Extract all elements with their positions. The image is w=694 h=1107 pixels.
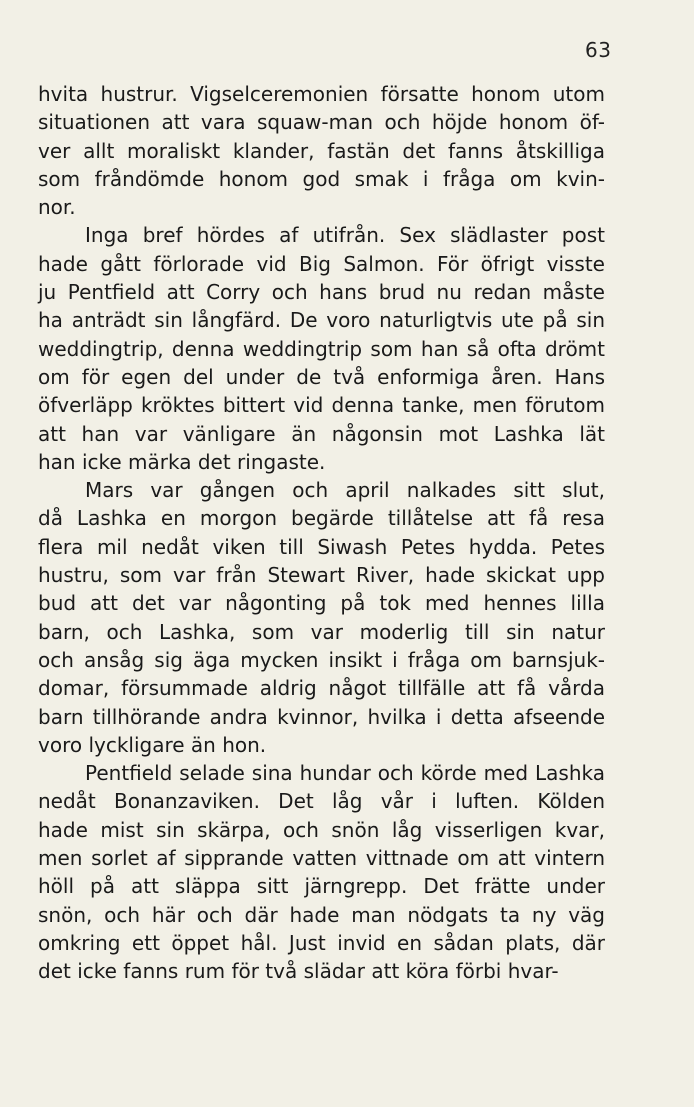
text-line: Inga bref hördes af utifrån. Sex slädlaster post (85, 223, 605, 248)
paragraph (38, 221, 605, 476)
text-line: barn, och Lashka, som var moderlig till sin natur (38, 619, 605, 644)
text-line: höll på att släppa sitt järngrepp. Det frätte under (38, 874, 605, 899)
text-line: ha anträdt sin långfärd. De voro naturligtvis ute på sin (38, 308, 605, 333)
text-line: att han var vänligare än någonsin mot Lashka lät (38, 421, 605, 446)
text-line: voro lyckligare än hon. (38, 732, 267, 757)
text-line: omkring ett öppet hål. Just invid en sådan plats, där (38, 930, 605, 955)
text-line: öfverläpp kröktes bittert vid denna tanke, men förutom (38, 393, 605, 418)
text-line: domar, försummade aldrig något tillfälle att få vårda (38, 676, 605, 701)
paragraph (38, 80, 605, 221)
text-line: Mars var gången och april nalkades sitt slut, (85, 478, 605, 503)
text-line: weddingtrip, denna weddingtrip som han så ofta drömt (38, 336, 605, 361)
text-line: och ansåg sig äga mycken insikt i fråga om barnsjuk- (38, 647, 605, 672)
text-line: det icke fanns rum för två slädar att köra förbi hvar- (38, 959, 559, 984)
text-line: barn tillhörande andra kvinnor, hvilka i detta afseende (38, 704, 605, 729)
text-line: flera mil nedåt viken till Siwash Petes hydda. Petes (38, 534, 605, 559)
text-line: men sorlet af sipprande vatten vittnade om att vintern (38, 846, 605, 871)
text-line: hvita hustrur. Vigselceremonien försatte honom utom (38, 82, 605, 106)
text-line: om för egen del under de två enformiga åren. Hans (38, 364, 605, 389)
paragraph (38, 476, 605, 759)
text-line: han icke märka det ringaste. (38, 449, 326, 474)
text-line: ju Pentfield att Corry och hans brud nu redan måste (38, 280, 605, 305)
text-line: Pentfield selade sina hundar och körde med Lashka (85, 761, 605, 786)
page-number: 63 (585, 38, 612, 62)
text-line: då Lashka en morgon begärde tillåtelse att få resa (38, 506, 605, 531)
text-line: situationen att vara squaw-man och höjde honom öf- (38, 110, 605, 135)
paragraph (38, 759, 605, 985)
text-line: bud att det var någonting på tok med hennes lilla (38, 591, 605, 616)
text-line: ver allt moraliskt klander, fastän det fanns åtskilliga (38, 138, 605, 163)
text-line: hade mist sin skärpa, och snön låg visserligen kvar, (38, 817, 605, 842)
text-line: hade gått förlorade vid Big Salmon. För öfrigt visste (38, 251, 605, 276)
text-line: nor. (38, 195, 76, 220)
text-line: hustru, som var från Stewart River, hade skickat upp (38, 563, 605, 588)
text-line: snön, och här och där hade man nödgats ta ny väg (38, 902, 605, 927)
text-line: som fråndömde honom god smak i fråga om kvin- (38, 166, 605, 191)
body-text (38, 80, 605, 986)
text-line: nedåt Bonanzaviken. Det låg vår i luften. Kölden (38, 789, 605, 814)
